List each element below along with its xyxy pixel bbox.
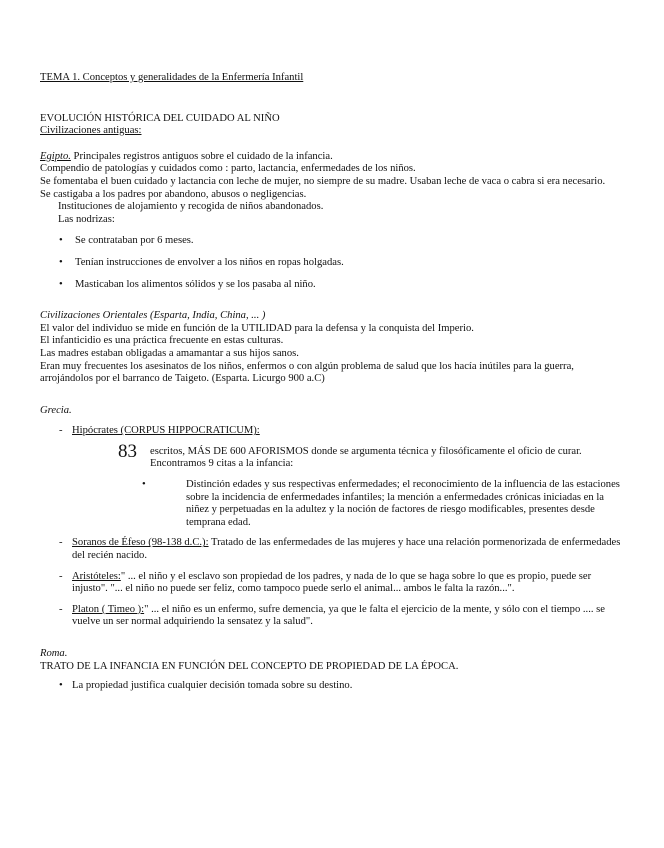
list-item: • Masticaban los alimentos sólidos y se los pasaba al niño. [40, 279, 624, 292]
list-item: • La propiedad justifica cualquier decisión tomada sobre su destino. [40, 680, 624, 693]
roma-label: Roma. [40, 648, 68, 659]
grecia-label: Grecia. [40, 404, 72, 416]
orientales-line4: Eran muy frecuentes los asesinatos de los niños, enfermos o con algún problema de salud que los hacía inútiles para la guerra, arrojándolos por el barranco de Taigeto. (Esparta. Licurgo 900 a.C) [40, 360, 574, 385]
egipto-line4: Se castigaba a los padres por abandono, abusos o negligencias. [40, 188, 307, 200]
hipocrates-text: 83 escritos, MÁS DE 600 AFORISMOS donde se argumenta técnica y filosóficamente el oficio de curar. Encontramos 9 citas a la infancia: [118, 440, 582, 470]
hipocrates-number: 83 [118, 440, 137, 462]
grecia-list [40, 425, 624, 629]
orientales-line2: El infanticidio es una práctica frecuente en estas culturas. [40, 335, 284, 347]
section-subheading: Civilizaciones antiguas: [40, 125, 142, 137]
orientales-line3: Las madres estaban obligadas a amamantar a sus hijos sanos. [40, 347, 299, 359]
egipto-line2: Compendio de patologías y cuidados como : parto, lactancia, enfermedades de los niños. [40, 163, 416, 175]
egipto-label: Egipto. [40, 150, 71, 162]
egipto-line6: Las nodrizas: [58, 213, 115, 225]
roma-heading: TRATO DE LA INFANCIA EN FUNCIÓN DEL CONCEPTO DE PROPIEDAD DE LA ÉPOCA. [40, 660, 459, 672]
egipto-line3: Se fomentaba el buen cuidado y lactancia con leche de mujer, no siempre de su madre. Usaban leche de vaca o cabra si era necesario. [40, 175, 606, 187]
hipocrates-label: Hipócrates (CORPUS HIPPOCRATICUM): [72, 425, 260, 437]
nodrizas-list [40, 235, 624, 291]
list-item: - Platon ( Timeo ):" ... el niño es un enfermo, sufre demencia, ya que le falta el ejercicio de la mente, y sólo con el tiempo .... se vuelve un ser normal adquiriendo la sensatez y la salud". [40, 604, 624, 629]
list-item: • Tenían instrucciones de envolver a los niños en ropas holgadas. [40, 257, 624, 270]
egipto-line5: Instituciones de alojamiento y recogida de niños abandonados. [58, 201, 324, 213]
list-item [40, 425, 624, 529]
platon-label: Platon ( Timeo ): [72, 603, 145, 615]
list-item: • Se contrataban por 6 meses. [40, 235, 624, 248]
hipocrates-bullet: • Distinción edades y sus respectivas enfermedades; el reconocimiento de la influencia de las estaciones sobre la incidencia de enfermedades infantiles; la mención a enfermedades crónicas iniciadas en la niñez y perpetuadas en la adultez y la noción de factores de riesgo modificables, presentes desde temprana edad. [40, 479, 624, 529]
orientales-line1: El valor del individuo se mide en función de la UTILIDAD para la defensa y la conquista del Imperio. [40, 322, 474, 334]
list-item: - Aristóteles:" ... el niño y el esclavo son propiedad de los padres, y nada de lo que se haga sobre lo que es propio, puede ser injusto". "... el niño no puede ser feliz, como tampoco puede serlo el animal... ambos le falta la razón...". [40, 571, 624, 596]
document-page [40, 72, 624, 693]
page-title: TEMA 1. Conceptos y generalidades de la Enfermería Infantil [40, 72, 304, 83]
list-item: - Soranos de Éfeso (98-138 d.C.): Tratado de las enfermedades de las mujeres y hace una relación pormenorizada de enfermedades del recién nacido. [40, 537, 624, 562]
aristoteles-label: Aristóteles: [72, 570, 121, 582]
roma-list [40, 680, 624, 693]
orientales-label: Civilizaciones Orientales (Esparta, India, China, ... ) [40, 310, 266, 322]
section-heading: EVOLUCIÓN HISTÓRICA DEL CUIDADO AL NIÑO [40, 112, 280, 124]
egipto-paragraph [40, 151, 624, 164]
egipto-line1: Principales registros antiguos sobre el cuidado de la infancia. [70, 150, 333, 162]
soranos-label: Soranos de Éfeso (98-138 d.C.): [72, 537, 209, 549]
